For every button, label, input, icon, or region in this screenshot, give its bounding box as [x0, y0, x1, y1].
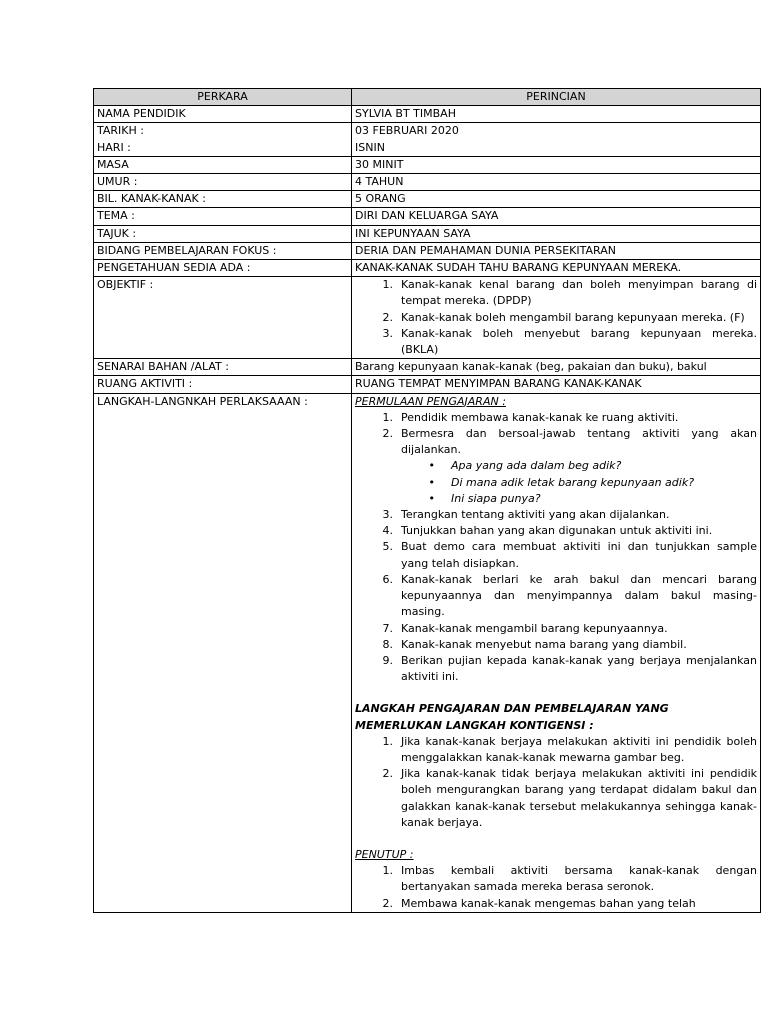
table-row: [94, 123, 761, 156]
kontigensi-list: [355, 734, 757, 831]
row-label: NAMA PENDIDIK: [94, 106, 352, 123]
row-label: UMUR :: [94, 174, 352, 191]
list-item: 1. Jika kanak-kanak berjaya melakukan aktiviti ini pendidik boleh menggalakkan kanak-kanak mewarna gambar beg.: [382, 734, 757, 764]
list-item: 9. Berikan pujian kepada kanak-kanak yang berjaya menjalankan aktiviti ini.: [382, 653, 757, 684]
list-item: • Ini siapa punya?: [355, 491, 757, 507]
permulaan-list: [355, 410, 757, 459]
row-value: DIRI DAN KELUARGA SAYA: [352, 208, 761, 225]
row-value: SYLVIA BT TIMBAH: [352, 106, 761, 123]
bullet-icon: •: [428, 459, 435, 473]
penutup-list: [355, 863, 757, 912]
row-value: DERIA DAN PEMAHAMAN DUNIA PERSEKITARAN: [352, 242, 761, 259]
row-label: BIDANG PEMBELAJARAN FOKUS :: [94, 242, 352, 259]
list-item: 5. Buat demo cara membuat aktiviti ini dan tunjukkan sample yang telah disiapkan.: [382, 540, 757, 570]
list-item: 6. Kanak-kanak berlari ke arah bakul dan mencari barang kepunyaannya dan menyimpannya dalam bakul masing-masing.: [382, 572, 757, 619]
bullet-icon: •: [428, 475, 435, 489]
table-row: [94, 260, 761, 277]
objektif-list: [355, 277, 757, 358]
table-row: [94, 393, 761, 912]
list-item: 2. Jika kanak-kanak tidak berjaya melakukan aktiviti ini pendidik boleh mengurangkan barang yang terdapat didalam bakul dan galakkan kanak-kanak tersebut melakukannya sehingga kanak-kanak berjaya.: [382, 767, 757, 829]
section-title-kontigensi: LANGKAH PENGAJARAN DAN PEMBELAJARAN YANG MEMERLUKAN LANGKAH KONTIGENSI :: [355, 702, 669, 732]
table-row: [94, 208, 761, 225]
list-item: 8. Kanak-kanak menyebut nama barang yang diambil.: [382, 637, 687, 651]
row-value: INI KEPUNYAAN SAYA: [352, 225, 761, 242]
row-label: BIL. KANAK-KANAK :: [94, 191, 352, 208]
header-perincian: PERINCIAN: [352, 89, 761, 106]
row-value: Barang kepunyaan kanak-kanak (beg, pakaian dan buku), bakul: [352, 359, 761, 376]
table-row: [94, 242, 761, 259]
row-label: TARIKH :: [97, 124, 144, 138]
row-label: OBJEKTIF :: [94, 277, 352, 359]
row-label: TEMA :: [94, 208, 352, 225]
question-list: [355, 458, 757, 507]
row-label: RUANG AKTIVITI :: [94, 376, 352, 393]
section-title-permulaan: PERMULAAN PENGAJARAN :: [355, 394, 506, 408]
permulaan-list-cont: [355, 507, 757, 685]
header-row: [94, 89, 761, 106]
header-perkara: PERKARA: [94, 89, 352, 106]
row-label: LANGKAH-LANGNKAH PERLAKSAAAN :: [94, 393, 352, 912]
row-value: 03 FEBRUARI 2020: [355, 124, 459, 138]
row-label: PENGETAHUAN SEDIA ADA :: [94, 260, 352, 277]
list-item: 4. Tunjukkan bahan yang akan digunakan untuk aktiviti ini.: [382, 524, 713, 538]
row-value: KANAK-KANAK SUDAH TAHU BARANG KEPUNYAAN MEREKA.: [352, 260, 761, 277]
list-item: 1. Kanak-kanak kenal barang dan boleh menyimpan barang di tempat mereka. (DPDP): [382, 278, 757, 308]
list-item: • Di mana adik letak barang kepunyaan adik?: [355, 475, 757, 491]
list-item: 2. Kanak-kanak boleh mengambil barang kepunyaan mereka. (F): [382, 310, 745, 324]
table-row: [94, 376, 761, 393]
lesson-plan-table: [93, 88, 761, 913]
table-row: [94, 156, 761, 173]
row-label: TAJUK :: [94, 225, 352, 242]
row-label: HARI :: [97, 140, 131, 154]
list-item: • Apa yang ada dalam beg adik?: [355, 458, 757, 474]
list-item: 1. Imbas kembali aktiviti bersama kanak-kanak dengan bertanyakan samada mereka berasa seronok.: [382, 864, 757, 894]
list-item: 3. Terangkan tentang aktiviti yang akan dijalankan.: [382, 508, 670, 522]
section-title-penutup: PENUTUP :: [355, 847, 414, 861]
list-item: 3. Kanak-kanak boleh menyebut barang kepunyaan mereka. (BKLA): [382, 326, 757, 357]
row-value: 4 TAHUN: [352, 174, 761, 191]
list-item: 1. Pendidik membawa kanak-kanak ke ruang aktiviti.: [382, 410, 679, 424]
row-label: SENARAI BAHAN /ALAT :: [94, 359, 352, 376]
table-row: [94, 174, 761, 191]
row-label: MASA: [94, 156, 352, 173]
table-row: [94, 359, 761, 376]
bullet-icon: •: [428, 491, 435, 505]
row-value: ISNIN: [355, 140, 385, 154]
table-row: [94, 106, 761, 123]
table-row: [94, 277, 761, 359]
table-row: [94, 191, 761, 208]
table-row: [94, 225, 761, 242]
row-value: 5 ORANG: [352, 191, 761, 208]
list-item: 7. Kanak-kanak mengambil barang kepunyaannya.: [382, 621, 668, 635]
list-item: 2. Membawa kanak-kanak mengemas bahan yang telah: [382, 896, 696, 910]
row-value: RUANG TEMPAT MENYIMPAN BARANG KANAK-KANAK: [352, 376, 761, 393]
row-value: 30 MINIT: [352, 156, 761, 173]
list-item: 2. Bermesra dan bersoal-jawab tentang aktiviti yang akan dijalankan.: [382, 427, 757, 457]
